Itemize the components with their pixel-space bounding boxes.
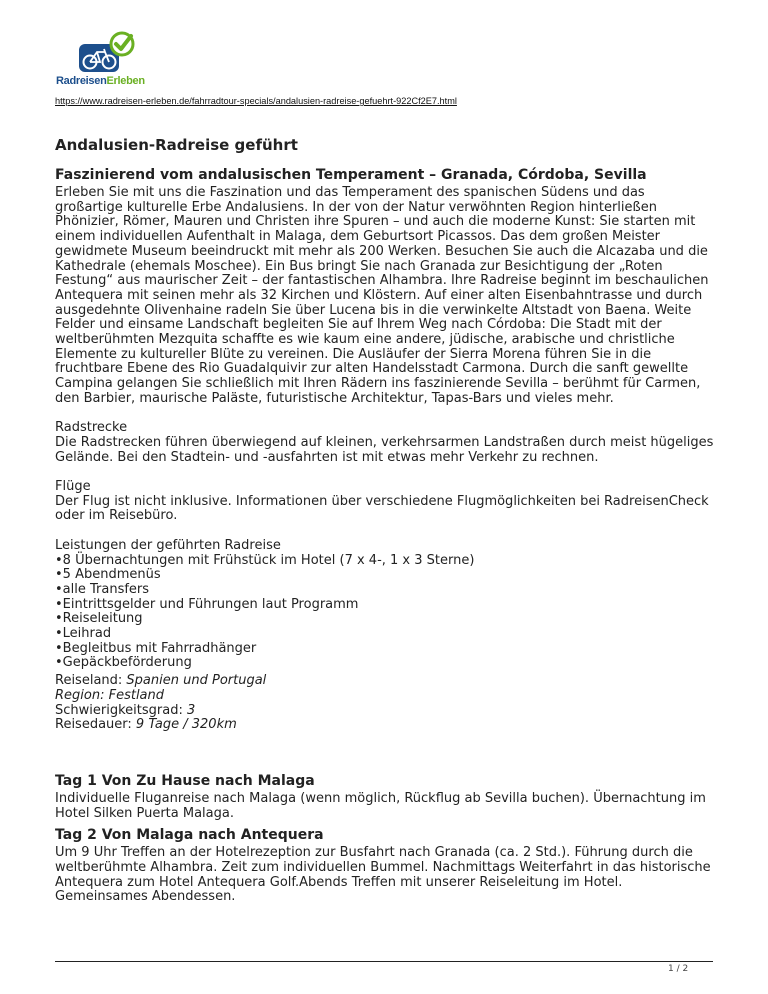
reiseland-row: Reiseland: Spanien und Portugal — [55, 673, 267, 689]
day-text: Individuelle Fluganreise nach Malaga (wenn möglich, Rückflug ab Sevilla buchen). Übernachtung im Hotel Silken Puerta Malaga. — [55, 790, 706, 821]
bike-check-logo-icon — [76, 30, 138, 74]
document-content — [55, 136, 715, 905]
reiseland-value: Spanien und Portugal — [126, 673, 267, 689]
radstrecke-text: Die Radstrecken führen überwiegend auf kleinen, verkehrsarmen Landstraßen durch meist hügeliges Gelände. Bei den Stadtein- und -ausfahrten ist mit etwas mehr Verkehr zu rechnen. — [55, 434, 714, 465]
list-item: • Gepäckbeförderung — [55, 656, 715, 671]
radstrecke-heading: Radstrecke — [55, 420, 128, 436]
logo-text: RadreisenErleben — [56, 75, 145, 87]
source-url-link[interactable]: https://www.radreisen-erleben.de/fahrradtour-specials/andalusien-radreise-gefuehrt-922Cf2E7.html — [55, 96, 457, 106]
list-item: • 8 Übernachtungen mit Frühstück im Hotel (7 x 4-, 1 x 3 Sterne) — [55, 554, 715, 569]
list-item: • Begleitbus mit Fahrradhänger — [55, 642, 715, 657]
list-item: • 5 Abendmenüs — [55, 568, 715, 583]
trip-meta — [55, 674, 715, 733]
region-row: Region: Festland — [55, 687, 165, 703]
intro-paragraph: Erleben Sie mit uns die Faszination und das Temperament des spanischen Südens und das großartige kulturelle Erbe Andalusiens. In der von der Natur verwöhnten Region hinterließen Phönizier, Römer, Mauren und Christen ihre Spuren – und auch die moderne Kunst: Sie starten mit einem individuellen Aufenthalt in Malaga, dem Geburtsort Picassos. Das dem großen Meister gewidmete Museum beeindruckt mit mehr als 200 Werken. Besuchen Sie auch die Alcazaba und die Kathedrale (ehemals Moschee). Ein Bus bringt Sie nach Granada zur Besichtigung der „Roten Festung“ aus maurischer Zeit – der fantastischen Alhambra. Ihre Radreise beginnt im beschaulichen Antequera mit seinen mehr als 32 Kirchen und Klöstern. Auf einer alten Eisenbahntrasse und durch ausgedehnte Olivenhaine radeln Sie über Lucena bis in die verwinkelte Altstadt von Baena. Weite Felder und einsame Landschaft begleiten Sie auf Ihrem Weg nach Córdoba: Die Stadt mit der weltberühmten Mezquita schaffte es wie kaum eine andere, jüdische, arabische und christliche Elemente zu kultureller Blüte zu vereinen. Die Ausläufer der Sierra Morena führen Sie in die fruchtbare Ebene des Rio Guadalquivir zur alten Handelsstadt Carmona. Durch die sanft gewellte Campina gelangen Sie schließlich mit Ihren Rädern ins faszinierende Sevilla – berühmt für Carmen, den Barbier, maurische Paläste, futuristische Architektur, Tapas-Bars und vieles mehr. — [55, 185, 709, 406]
schwierigkeit-value: 3 — [186, 702, 196, 718]
day-section — [55, 773, 715, 821]
subtitle: Faszinierend vom andalusischen Temperament – Granada, Córdoba, Sevilla — [55, 167, 647, 183]
list-item: • Reiseleitung — [55, 612, 715, 627]
list-item: • alle Transfers — [55, 583, 715, 598]
page-number: 1 / 2 — [668, 964, 689, 974]
list-item: • Leihrad — [55, 627, 715, 642]
leistungen-list — [55, 554, 715, 672]
day-text: Um 9 Uhr Treffen an der Hotelrezeption zur Busfahrt nach Granada (ca. 2 Std.). Führung durch die weltberühmte Alhambra. Zeit zum individuellen Bummel. Nachmittags Weiterfahrt in das historische Antequera zum Hotel Antequera Golf.Abends Treffen mit unserer Reiseleitung im Hotel. Gemeinsames Abendessen. — [55, 845, 711, 905]
leistungen-heading: Leistungen der geführten Radreise — [55, 537, 281, 553]
list-item: • Eintrittsgelder und Führungen laut Programm — [55, 598, 715, 613]
day-section — [55, 827, 715, 905]
day-title: Tag 1 Von Zu Hause nach Malaga — [55, 772, 315, 789]
fluege-text: Der Flug ist nicht inklusive. Informationen über verschiedene Flugmöglichkeiten bei RadreisenCheck oder im Reisebüro. — [55, 493, 709, 524]
page-title: Andalusien-Radreise geführt — [55, 136, 298, 154]
day-title: Tag 2 Von Malaga nach Antequera — [55, 827, 324, 844]
fluege-heading: Flüge — [55, 479, 91, 495]
footer-divider — [55, 961, 713, 962]
logo — [56, 30, 152, 90]
reisedauer-value: 9 Tage / 320km — [135, 717, 237, 733]
schwierigkeit-row: Schwierigkeitsgrad: 3 — [55, 702, 196, 718]
reisedauer-row: Reisedauer: 9 Tage / 320km — [55, 717, 237, 733]
